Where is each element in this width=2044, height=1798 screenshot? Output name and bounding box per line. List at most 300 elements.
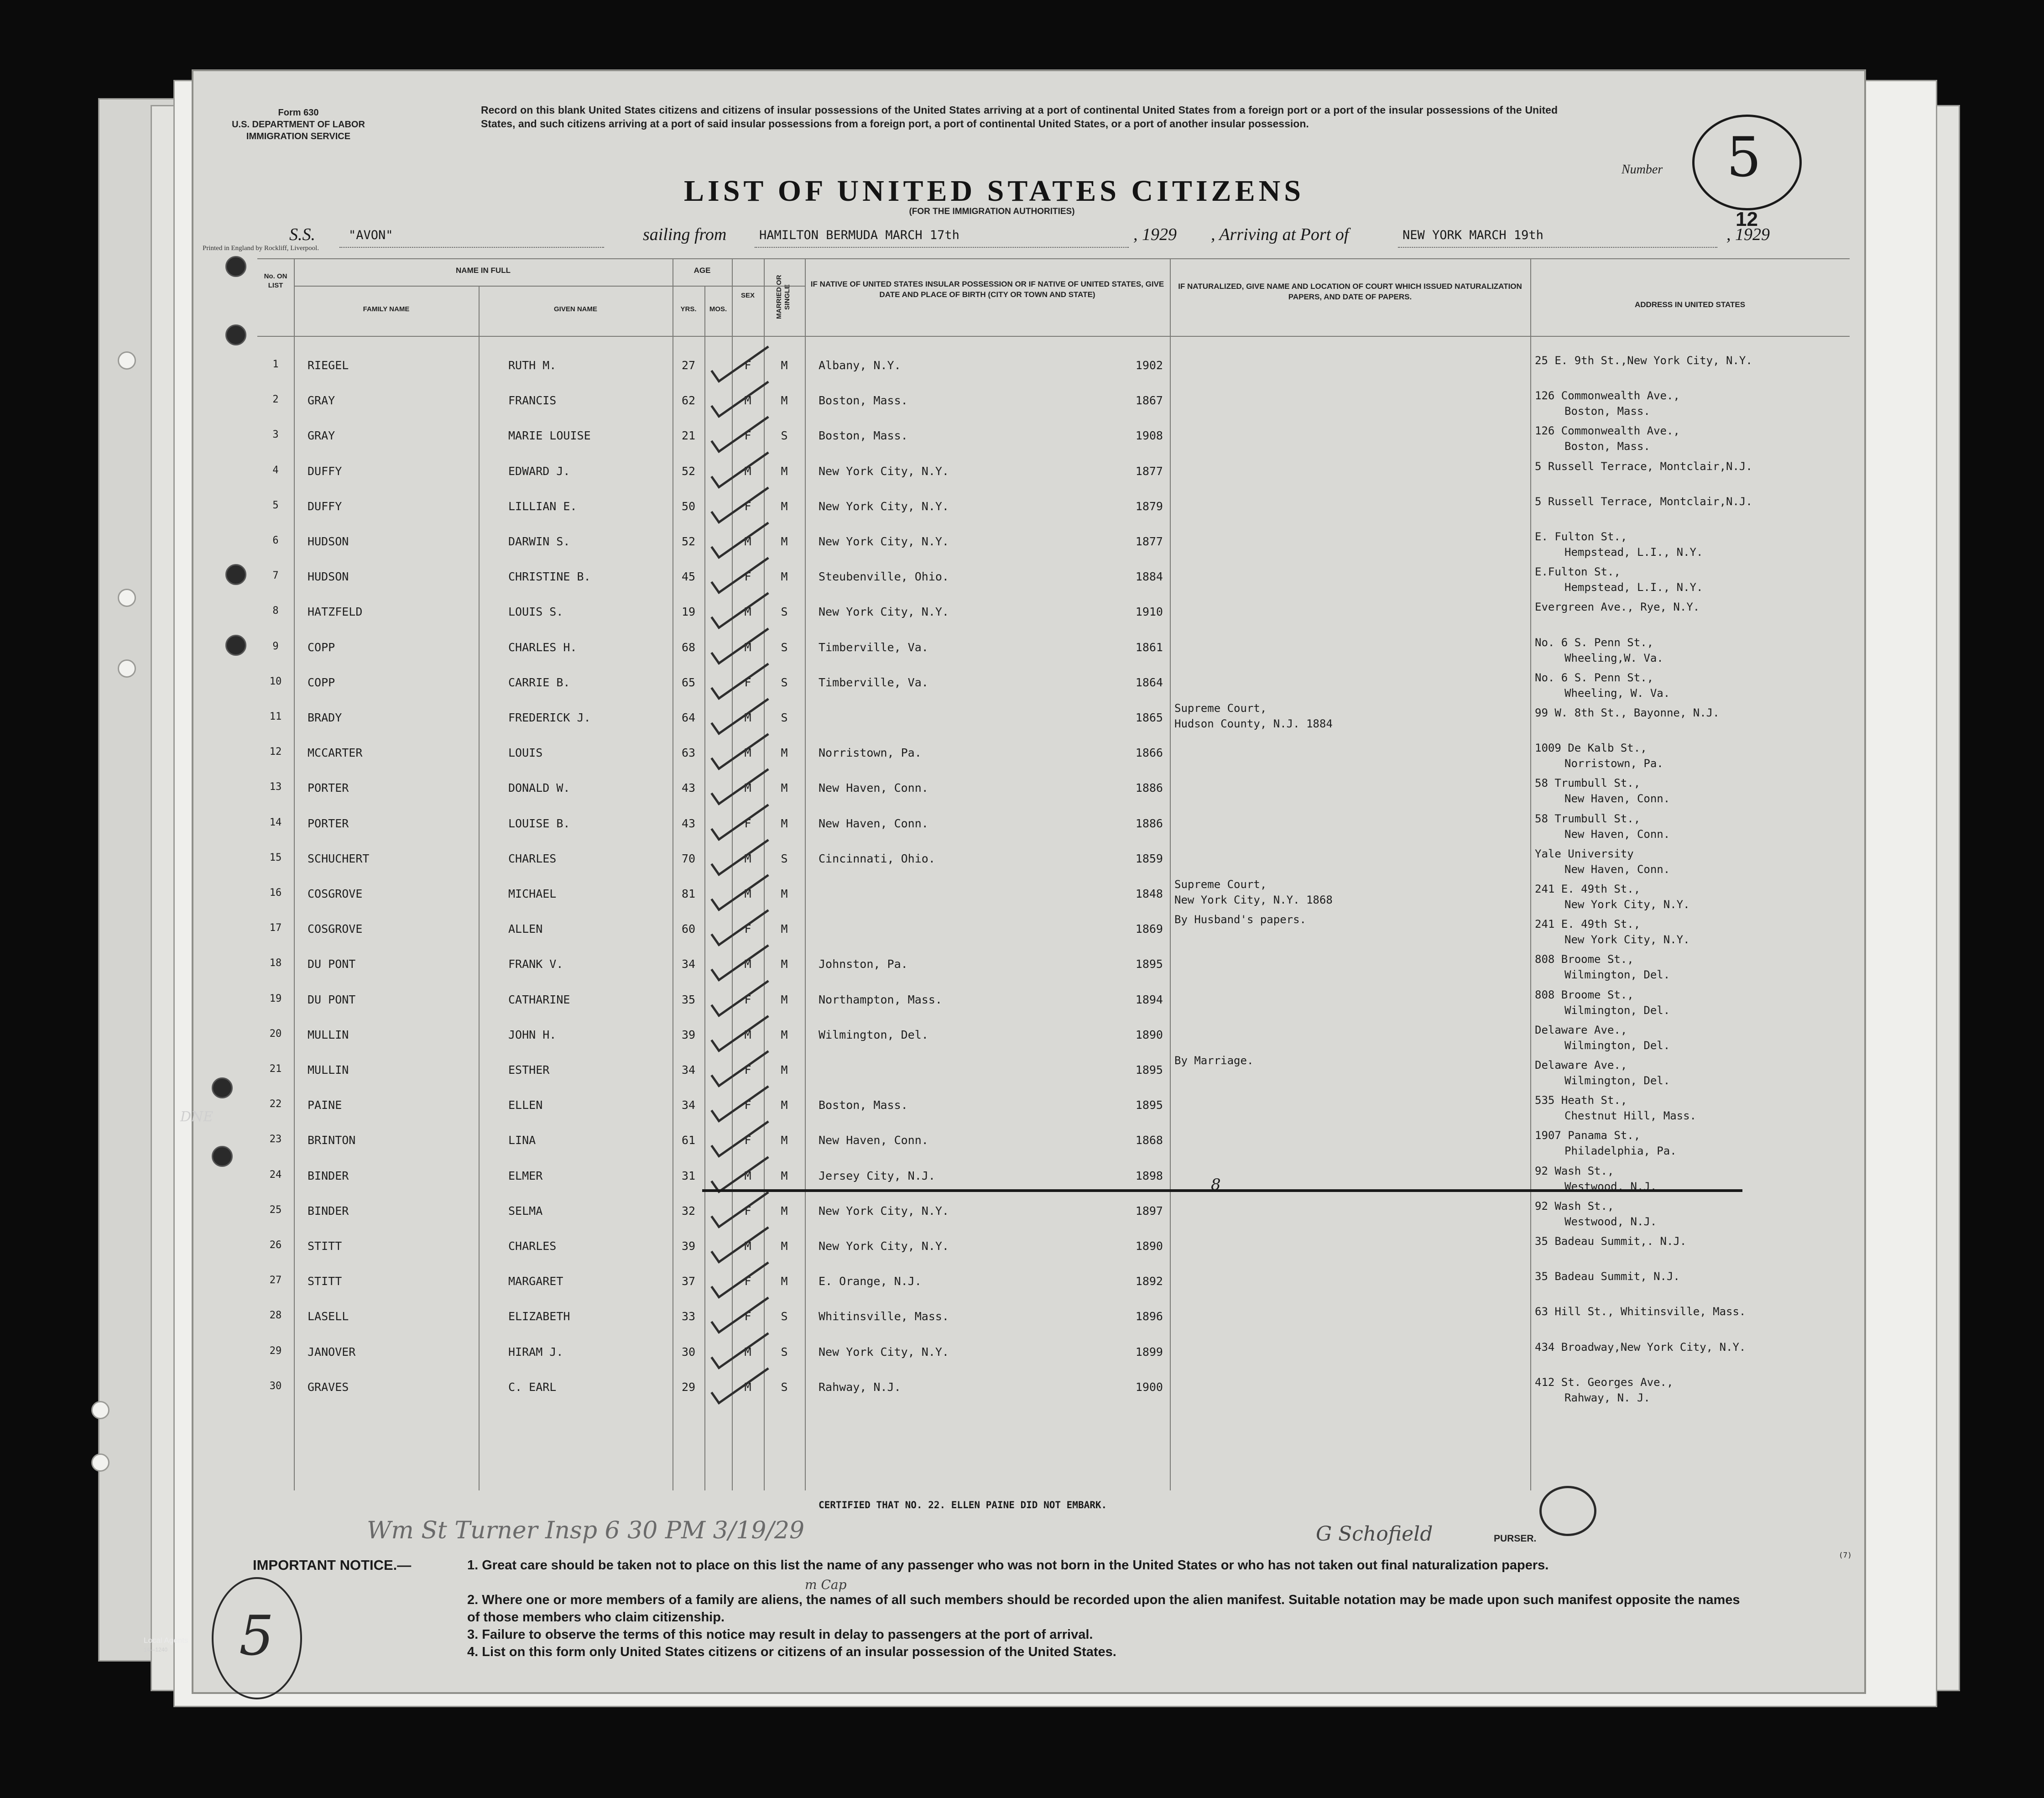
- age-years: 21: [681, 429, 696, 443]
- row-number: 25: [269, 1204, 282, 1216]
- row-number: 5: [272, 499, 279, 511]
- sex-value: M: [744, 887, 751, 900]
- birth-place: New York City, N.Y.: [819, 535, 949, 548]
- punch-hole: [212, 1146, 233, 1167]
- marital-status: M: [781, 1204, 788, 1218]
- birth-year: 1895: [1135, 1063, 1163, 1077]
- given-name: C. EARL: [508, 1380, 557, 1394]
- marital-status: M: [781, 1134, 788, 1147]
- birth-year: 1890: [1135, 1239, 1163, 1253]
- given-name: MARIE LOUISE: [508, 429, 591, 443]
- address-line-2: Wheeling,W. Va.: [1564, 651, 1663, 664]
- family-name: STITT: [308, 1239, 342, 1253]
- notice-item: 2. Where one or more members of a family are aliens, the names of all such members should be recorded upon the alien manifest. Suitable notation may be made upon such manifest opposite the names of those members who claim citizenship.: [467, 1593, 1740, 1625]
- birth-year: 1867: [1135, 394, 1163, 408]
- given-name: ESTHER: [508, 1063, 550, 1077]
- address-line-2: Philadelphia, Pa.: [1564, 1145, 1677, 1158]
- address-line-1: Delaware Ave.,: [1535, 1059, 1627, 1071]
- marital-status: M: [781, 1063, 788, 1077]
- row-number: 7: [272, 570, 279, 582]
- age-years: 64: [681, 711, 696, 724]
- address-line-2: Rahway, N. J.: [1564, 1391, 1650, 1404]
- age-years: 43: [681, 816, 696, 830]
- birth-year: 1879: [1135, 499, 1163, 513]
- birth-place: Wilmington, Del.: [819, 1028, 928, 1041]
- punch-hole: [225, 564, 246, 585]
- purser-label: PURSER.: [1494, 1533, 1537, 1544]
- address-line-2: Norristown, Pa.: [1564, 757, 1663, 770]
- marital-status: S: [781, 429, 788, 443]
- family-name: GRAVES: [308, 1380, 349, 1394]
- row-number: 14: [269, 816, 282, 828]
- family-name: COSGROVE: [308, 887, 363, 900]
- column-divider: [479, 286, 480, 1490]
- dne-note: DNE: [180, 1109, 214, 1125]
- given-name: ELLEN: [508, 1098, 543, 1112]
- row-number: 11: [269, 711, 282, 722]
- row-number: 8: [272, 605, 279, 617]
- sex-value: M: [744, 605, 751, 619]
- sex-value: M: [744, 746, 751, 760]
- birth-year: 1877: [1135, 464, 1163, 478]
- address-line-2: Wilmington, Del.: [1564, 1004, 1670, 1017]
- birth-year: 1859: [1135, 852, 1163, 865]
- age-years: 52: [681, 535, 696, 548]
- age-years: 35: [681, 993, 696, 1006]
- address-line-1: No. 6 S. Penn St.,: [1535, 636, 1654, 649]
- form-number: Form 630: [278, 108, 319, 118]
- row-number: 18: [269, 957, 282, 969]
- form-code: 14—1240: [144, 1646, 168, 1653]
- family-name: GRAY: [308, 429, 335, 443]
- address-line-1: 412 St. Georges Ave.,: [1535, 1375, 1674, 1389]
- birth-year: 1886: [1135, 816, 1163, 830]
- birth-year: 1908: [1135, 429, 1163, 443]
- header-no-on-list: No. ON LIST: [264, 272, 287, 289]
- notice-insert: m Cap: [805, 1577, 847, 1592]
- ss-label: S.S.: [289, 225, 315, 244]
- birth-place: Boston, Mass.: [819, 1098, 908, 1112]
- birth-year: 1900: [1135, 1380, 1163, 1394]
- row-number: 3: [272, 429, 279, 441]
- departure-port-date: HAMILTON BERMUDA MARCH 17th: [759, 228, 959, 242]
- header-given-name: GIVEN NAME: [553, 305, 597, 313]
- family-name: STITT: [308, 1275, 342, 1288]
- citizens-list-form: [192, 69, 1866, 1694]
- family-name: COPP: [308, 675, 335, 689]
- birth-year: 1866: [1135, 746, 1163, 760]
- sex-value: F: [744, 359, 751, 372]
- family-name: SCHUCHERT: [308, 852, 370, 865]
- given-name: FREDERICK J.: [508, 711, 591, 724]
- birth-year: 1848: [1135, 887, 1163, 900]
- birth-place: New York City, N.Y.: [819, 1239, 949, 1253]
- naturalization-1: Supreme Court,: [1174, 702, 1267, 715]
- table-header-rule: [257, 336, 1850, 337]
- row-number: 26: [269, 1239, 282, 1251]
- birth-place: Northampton, Mass.: [819, 993, 942, 1006]
- given-name: LILLIAN E.: [508, 499, 577, 513]
- family-name: DU PONT: [308, 957, 356, 971]
- row-number: 28: [269, 1310, 282, 1322]
- binder-hole: [118, 589, 136, 607]
- birth-year: 1869: [1135, 922, 1163, 936]
- birth-year: 1886: [1135, 781, 1163, 795]
- marital-status: S: [781, 1380, 788, 1394]
- row-number: 29: [269, 1345, 282, 1357]
- marital-status: M: [781, 957, 788, 971]
- marital-status: M: [781, 887, 788, 900]
- given-name: EDWARD J.: [508, 464, 570, 478]
- row-number: 17: [269, 922, 282, 934]
- age-years: 34: [681, 1063, 696, 1077]
- sex-value: M: [744, 781, 751, 795]
- age-years: 63: [681, 746, 696, 760]
- given-name: RUTH M.: [508, 359, 557, 372]
- family-name: MULLIN: [308, 1063, 349, 1077]
- underline: [755, 247, 1129, 248]
- given-name: DONALD W.: [508, 781, 570, 795]
- sex-value: M: [744, 394, 751, 408]
- birth-year: 1892: [1135, 1275, 1163, 1288]
- sex-value: F: [744, 922, 751, 936]
- marital-status: M: [781, 1239, 788, 1253]
- family-name: BINDER: [308, 1204, 349, 1218]
- intro-text: Record on this blank United States citizens and citizens of insular possessions of the United States arriving at a port of continental United States from a foreign port or a port of the insular possessions of the United States, and such citizens arriving at a port of said insular possessions from a foreign port, a port of continental United States, or a port of another insular possession.: [481, 104, 1558, 130]
- row-number: 9: [272, 640, 279, 652]
- given-name: LOUIS: [508, 746, 543, 760]
- address-line-1: 126 Commonwealth Ave.,: [1535, 389, 1680, 402]
- marital-status: M: [781, 1028, 788, 1041]
- naturalization-1: Supreme Court,: [1174, 878, 1267, 891]
- row-22-strikethrough: [702, 1189, 1742, 1192]
- address-line-2: Westwood, N.J.: [1564, 1180, 1657, 1193]
- address-line-2: Wilmington, Del.: [1564, 1074, 1670, 1087]
- row-number: 10: [269, 675, 282, 687]
- birth-year: 1899: [1135, 1345, 1163, 1359]
- given-name: ALLEN: [508, 922, 543, 936]
- given-name: LINA: [508, 1134, 536, 1147]
- column-divider: [1170, 258, 1171, 1490]
- page-edge-mark: (7): [1839, 1551, 1852, 1559]
- address-line-1: 58 Trumbull St.,: [1535, 777, 1641, 790]
- address-line-1: 434 Broadway,New York City, N.Y.: [1535, 1340, 1746, 1354]
- sailing-label: sailing from: [643, 225, 727, 244]
- row-number: 4: [272, 464, 279, 476]
- binder-hole: [118, 659, 136, 678]
- given-name: CHARLES: [508, 852, 557, 865]
- row-22-nat-mark: 8: [1211, 1176, 1221, 1194]
- marital-status: M: [781, 464, 788, 478]
- address-line-1: 5 Russell Terrace, Montclair,N.J.: [1535, 495, 1752, 508]
- birth-year: 1896: [1135, 1310, 1163, 1323]
- address-line-2: New Haven, Conn.: [1564, 827, 1670, 841]
- birth-year: 1897: [1135, 1204, 1163, 1218]
- birth-place: Whitinsville, Mass.: [819, 1310, 949, 1323]
- sex-value: F: [744, 1275, 751, 1288]
- list-number: 5: [1726, 126, 1762, 189]
- marital-status: M: [781, 1098, 788, 1112]
- birth-place: Timberville, Va.: [819, 675, 928, 689]
- age-years: 39: [681, 1028, 696, 1041]
- marital-status: M: [781, 359, 788, 372]
- birth-place: Johnston, Pa.: [819, 957, 908, 971]
- sex-value: F: [744, 675, 751, 689]
- birth-place: Steubenville, Ohio.: [819, 570, 949, 584]
- given-name: CARRIE B.: [508, 675, 570, 689]
- row-number: 19: [269, 993, 282, 1004]
- header-family-name: FAMILY NAME: [363, 305, 410, 313]
- age-years: 32: [681, 1204, 696, 1218]
- sex-value: F: [744, 993, 751, 1006]
- marital-status: M: [781, 570, 788, 584]
- birth-place: Norristown, Pa.: [819, 746, 922, 760]
- birth-place: Boston, Mass.: [819, 429, 908, 443]
- birth-place: Albany, N.Y.: [819, 359, 901, 372]
- column-divider: [294, 258, 295, 1490]
- fraction-mark: 12: [1736, 208, 1758, 230]
- birth-year: 1868: [1135, 1134, 1163, 1147]
- department-name: U.S. DEPARTMENT OF LABOR: [232, 120, 365, 130]
- birth-place: New York City, N.Y.: [819, 605, 949, 619]
- bottom-number: 5: [239, 1605, 274, 1668]
- service-name: IMMIGRATION SERVICE: [246, 131, 351, 141]
- given-name: ELMER: [508, 1169, 543, 1182]
- birth-place: Rahway, N.J.: [819, 1380, 901, 1394]
- birth-place: New York City, N.Y.: [819, 1204, 949, 1218]
- birth-year: 1890: [1135, 1028, 1163, 1041]
- sex-value: M: [744, 535, 751, 548]
- birth-year: 1895: [1135, 1098, 1163, 1112]
- birth-place: New Haven, Conn.: [819, 1134, 928, 1147]
- family-name: BRINTON: [308, 1134, 356, 1147]
- inspector-note: Wm St Turner Insp 6 30 PM 3/19/29: [367, 1517, 805, 1544]
- notice-item: 4. List on this form only United States citizens or citizens of an insular possession of the United States.: [467, 1645, 1116, 1659]
- family-name: RIEGEL: [308, 359, 349, 372]
- birth-place: New York City, N.Y.: [819, 499, 949, 513]
- address-line-2: Wheeling, W. Va.: [1564, 686, 1670, 700]
- marital-status: M: [781, 993, 788, 1006]
- header-mos: MOS.: [709, 305, 727, 313]
- family-name: HUDSON: [308, 535, 349, 548]
- header-naturalized: IF NATURALIZED, GIVE NAME AND LOCATION OF COURT WHICH ISSUED NATURALIZATION PAPERS, AND DATE OF PAPERS.: [1178, 282, 1522, 301]
- birth-year: 1894: [1135, 993, 1163, 1006]
- sex-value: F: [744, 570, 751, 584]
- punch-hole: [225, 635, 246, 656]
- given-name: CATHARINE: [508, 993, 570, 1006]
- address-line-1: 808 Broome St.,: [1535, 953, 1634, 966]
- given-name: LOUIS S.: [508, 605, 563, 619]
- sex-value: M: [744, 1345, 751, 1359]
- sex-value: M: [744, 711, 751, 724]
- address-line-1: 92 Wash St.,: [1535, 1164, 1614, 1177]
- given-name: CHARLES H.: [508, 640, 577, 654]
- naturalization-1: By Husband's papers.: [1174, 913, 1306, 926]
- given-name: MICHAEL: [508, 887, 557, 900]
- family-name: MULLIN: [308, 1028, 349, 1041]
- row-number: 23: [269, 1134, 282, 1145]
- marital-status: S: [781, 1345, 788, 1359]
- row-number: 21: [269, 1063, 282, 1075]
- given-name: FRANCIS: [508, 394, 557, 408]
- address-line-2: New York City, N.Y.: [1564, 933, 1690, 946]
- table-top-rule: [257, 258, 1850, 259]
- given-name: CHRISTINE B.: [508, 570, 591, 584]
- marital-status: S: [781, 852, 788, 865]
- address-line-1: 92 Wash St.,: [1535, 1199, 1614, 1213]
- age-years: 34: [681, 1098, 696, 1112]
- address-line-1: 63 Hill St., Whitinsville, Mass.: [1535, 1305, 1746, 1318]
- given-name: LOUISE B.: [508, 816, 570, 830]
- header-yrs: YRS.: [680, 305, 697, 313]
- age-years: 30: [681, 1345, 696, 1359]
- address-line-1: 241 E. 49th St.,: [1535, 918, 1641, 931]
- marital-status: S: [781, 640, 788, 654]
- sex-value: F: [744, 1063, 751, 1077]
- birth-year: 1884: [1135, 570, 1163, 584]
- address-line-1: 25 E. 9th St.,New York City, N.Y.: [1535, 354, 1752, 367]
- birth-year: 1902: [1135, 359, 1163, 372]
- given-name: HIRAM J.: [508, 1345, 563, 1359]
- family-name: MCCARTER: [308, 746, 363, 760]
- address-line-1: Yale University: [1535, 847, 1634, 860]
- marital-status: M: [781, 394, 788, 408]
- underline: [339, 247, 604, 248]
- row-number: 16: [269, 887, 282, 899]
- punch-hole: [212, 1077, 233, 1098]
- inspector-initials-circle: [1539, 1486, 1596, 1536]
- birth-place: Jersey City, N.J.: [819, 1169, 935, 1182]
- age-years: 62: [681, 394, 696, 408]
- birth-place: New Haven, Conn.: [819, 781, 928, 795]
- birth-place: Cincinnati, Ohio.: [819, 852, 935, 865]
- address-line-2: Wilmington, Del.: [1564, 1039, 1670, 1052]
- certification-note: CERTIFIED THAT NO. 22. ELLEN PAINE DID NOT EMBARK.: [819, 1500, 1107, 1511]
- address-line-2: Boston, Mass.: [1564, 440, 1650, 453]
- birth-place: New York City, N.Y.: [819, 1345, 949, 1359]
- address-line-1: 535 Heath St.,: [1535, 1094, 1627, 1107]
- binder-hole: [118, 351, 136, 370]
- family-name: DU PONT: [308, 993, 356, 1006]
- binder-hole: [91, 1401, 110, 1419]
- sex-value: M: [744, 957, 751, 971]
- address-line-2: Westwood, N.J.: [1564, 1215, 1657, 1228]
- address-line-2: Boston, Mass.: [1564, 405, 1650, 418]
- given-name: CHARLES: [508, 1239, 557, 1253]
- address-line-2: New Haven, Conn.: [1564, 862, 1670, 876]
- local-agents-label: Local Agents: [144, 1636, 188, 1645]
- row-number: 1: [272, 359, 279, 370]
- age-years: 33: [681, 1310, 696, 1323]
- table-header-subrule: [294, 286, 805, 287]
- punch-hole: [225, 256, 246, 277]
- row-number: 13: [269, 781, 282, 793]
- age-years: 68: [681, 640, 696, 654]
- sex-value: F: [744, 429, 751, 443]
- voyage-line: [193, 222, 1868, 254]
- address-line-2: New York City, N.Y.: [1564, 898, 1690, 911]
- row-number: 2: [272, 394, 279, 406]
- address-line-1: Delaware Ave.,: [1535, 1023, 1627, 1036]
- marital-status: M: [781, 1275, 788, 1288]
- sex-value: M: [744, 852, 751, 865]
- sex-value: F: [744, 816, 751, 830]
- row-number: 22: [269, 1098, 282, 1110]
- sex-value: F: [744, 1310, 751, 1323]
- birth-place: New Haven, Conn.: [819, 816, 928, 830]
- sex-value: M: [744, 640, 751, 654]
- birth-place: Boston, Mass.: [819, 394, 908, 408]
- address-line-1: 241 E. 49th St.,: [1535, 883, 1641, 895]
- family-name: DUFFY: [308, 499, 342, 513]
- arrival-year: , 1929: [1726, 225, 1770, 244]
- address-line-2: Hempstead, L.I., N.Y.: [1564, 546, 1703, 559]
- age-years: 70: [681, 852, 696, 865]
- age-years: 65: [681, 675, 696, 689]
- marital-status: M: [781, 1169, 788, 1182]
- sex-value: F: [744, 499, 751, 513]
- marital-status: S: [781, 605, 788, 619]
- age-years: 43: [681, 781, 696, 795]
- marital-status: S: [781, 1310, 788, 1323]
- address-line-1: Evergreen Ave., Rye, N.Y.: [1535, 601, 1700, 614]
- address-line-1: 1907 Panama St.,: [1535, 1129, 1641, 1142]
- address-line-2: Hempstead, L.I., N.Y.: [1564, 581, 1703, 594]
- age-years: 39: [681, 1239, 696, 1253]
- address-line-2: Wilmington, Del.: [1564, 968, 1670, 982]
- header-address: ADDRESS IN UNITED STATES: [1634, 300, 1746, 309]
- address-line-2: New Haven, Conn.: [1564, 792, 1670, 805]
- given-name: JOHN H.: [508, 1028, 557, 1041]
- column-divider: [1530, 258, 1531, 1490]
- given-name: DARWIN S.: [508, 535, 570, 548]
- birth-year: 1877: [1135, 535, 1163, 548]
- family-name: PORTER: [308, 816, 349, 830]
- page-title: LIST OF UNITED STATES CITIZENS: [684, 174, 1304, 208]
- row-number: 24: [269, 1169, 282, 1181]
- form-identifier: [230, 107, 367, 142]
- row-number: 30: [269, 1380, 282, 1392]
- family-name: PAINE: [308, 1098, 342, 1112]
- age-years: 61: [681, 1134, 696, 1147]
- address-line-1: 99 W. 8th St., Bayonne, N.J.: [1535, 706, 1720, 719]
- address-line-1: 126 Commonwealth Ave.,: [1535, 424, 1680, 438]
- naturalization-2: Hudson County, N.J. 1884: [1174, 717, 1333, 730]
- birth-year: 1861: [1135, 640, 1163, 654]
- birth-year: 1864: [1135, 675, 1163, 689]
- family-name: JANOVER: [308, 1345, 356, 1359]
- given-name: SELMA: [508, 1204, 543, 1218]
- family-name: HATZFELD: [308, 605, 363, 619]
- notice-item: 1. Great care should be taken not to place on this list the name of any passenger who was not born in the United States or who has not taken out final naturalization papers.: [467, 1558, 1549, 1573]
- header-birth: IF NATIVE OF UNITED STATES INSULAR POSSESSION OR IF NATIVE OF UNITED STATES, GIVE DATE AND PLACE OF BIRTH (CITY OR TOWN AND STATE): [810, 280, 1164, 299]
- birth-place: E. Orange, N.J.: [819, 1275, 922, 1288]
- family-name: BINDER: [308, 1169, 349, 1182]
- age-years: 45: [681, 570, 696, 584]
- notice-item: 3. Failure to observe the terms of this notice may result in delay to passengers at the port of arrival.: [467, 1627, 1093, 1642]
- age-years: 60: [681, 922, 696, 936]
- family-name: COPP: [308, 640, 335, 654]
- marital-status: M: [781, 922, 788, 936]
- age-years: 37: [681, 1275, 696, 1288]
- underline: [1398, 247, 1717, 248]
- marital-status: S: [781, 711, 788, 724]
- address-line-1: 58 Trumbull St.,: [1535, 812, 1641, 825]
- row-number: 12: [269, 746, 282, 758]
- sex-value: F: [744, 1098, 751, 1112]
- purser-signature: G Schofield: [1316, 1522, 1433, 1546]
- birth-year: 1895: [1135, 957, 1163, 971]
